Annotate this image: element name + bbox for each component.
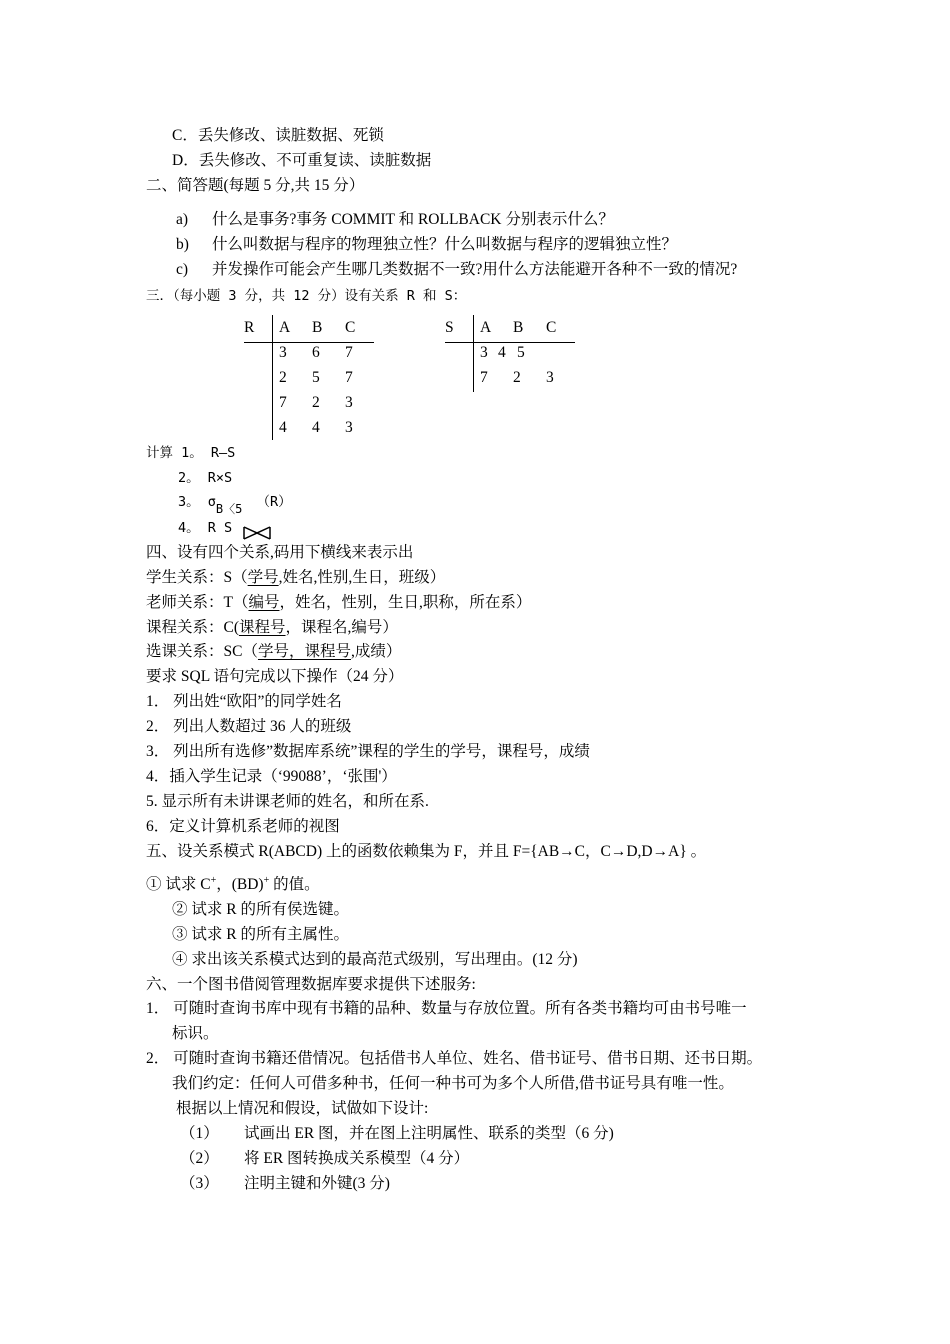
table-r-cell: 3 — [279, 344, 287, 361]
calc-4: 4。 R S — [178, 520, 233, 536]
table-r-horizontal-rule — [244, 342, 374, 343]
table-s-vertical-rule — [473, 315, 474, 392]
section2-item-b: 什么叫数据与程序的物理独立性？什么叫数据与程序的逻辑独立性？ — [212, 236, 678, 253]
table-r-name: R — [244, 319, 255, 336]
section6-task-3: 注明主键和外键(3 分) — [244, 1175, 390, 1192]
table-s-cell: 3 — [546, 369, 554, 386]
section6-item2: 2． 可随时查询书籍还借情况。包括借书人单位、姓名、借书证号、借书日期、还书日期。 — [146, 1050, 763, 1067]
section6-basis: 根据以上情况和假设，试做如下设计: — [176, 1100, 429, 1117]
relation-course — [146, 618, 398, 638]
sql-item-5: 5. 显示所有未讲课老师的姓名，和所在系. — [146, 793, 429, 810]
relation-student-key: 学号 — [247, 569, 279, 586]
relation-course-prefix: 课程关系：C( — [146, 619, 240, 636]
section6-item1-cont: 标识。 — [172, 1025, 219, 1042]
section6-task-2: 将 ER 图转换成关系模型（4 分） — [244, 1150, 470, 1167]
table-s-col-a: A — [480, 319, 492, 336]
section5-q2: ② 试求 R 的所有侯选键。 — [172, 901, 349, 918]
relation-teacher-key: 编号 — [248, 594, 280, 611]
table-r-cell: 5 — [312, 369, 320, 386]
section5-q1-a: ① 试求 C — [146, 876, 211, 893]
section2-item-c: 并发操作可能会产生哪几类数据不一致?用什么方法能避开各种不一致的情况? — [212, 261, 738, 278]
relation-sc-rest: ,成绩） — [350, 643, 402, 660]
relation-course-rest: ，课程名,编号） — [285, 619, 398, 636]
table-r-cell: 7 — [345, 369, 353, 386]
section5-q1-sup2: + — [263, 875, 270, 886]
sql-requirement: 要求 SQL 语句完成以下操作（24 分） — [146, 668, 404, 685]
sql-item-6: 6．定义计算机系老师的视图 — [146, 818, 340, 835]
table-r-cell: 7 — [279, 394, 287, 411]
relation-sc — [146, 642, 401, 662]
section6-task-2-marker: （2） — [180, 1150, 219, 1167]
section5-q1-c: 的值。 — [269, 876, 320, 893]
table-s-cell: 5 — [517, 344, 525, 361]
section6-item2-cont: 我们约定：任何人可借多种书，任何一种书可为多个人所借,借书证号具有唯一性。 — [172, 1075, 734, 1092]
table-r-cell: 3 — [345, 394, 353, 411]
section6-task-3-marker: （3） — [180, 1175, 219, 1192]
table-r-cell: 4 — [312, 419, 320, 436]
table-s-cell: 2 — [513, 369, 521, 386]
relation-student-rest: ,姓名,性别,生日，班级） — [278, 569, 446, 586]
table-s-cell: 7 — [480, 369, 488, 386]
relation-sc-key: 学号，课程号 — [257, 643, 351, 660]
section6-item1: 1． 可随时查询书库中现有书籍的品种、数量与存放位置。所有各类书籍均可由书号唯一 — [146, 1000, 747, 1017]
relation-teacher — [146, 593, 531, 613]
calc-2: 2。 R×S — [178, 470, 233, 486]
table-r-cell: 4 — [279, 419, 287, 436]
relation-course-key: 课程号 — [239, 619, 286, 636]
relation-student — [146, 568, 445, 588]
table-s-name: S — [445, 319, 454, 336]
option-c: C．丢失修改、读脏数据、死锁 — [172, 127, 384, 144]
section2-item-b-marker: b) — [176, 236, 189, 253]
section5-q1-b: ，(BD) — [216, 876, 264, 893]
sql-item-3: 3． 列出所有选修”数据库系统”课程的学生的学号，课程号，成绩 — [146, 743, 590, 760]
sql-item-4: 4．插入学生记录（‘99088’，‘张围'） — [146, 768, 397, 785]
table-r-cell: 2 — [312, 394, 320, 411]
section5-q1-sup1: + — [210, 875, 217, 886]
section5-q1 — [146, 875, 320, 897]
table-r-col-a: A — [279, 319, 291, 336]
natural-join-icon — [243, 526, 271, 540]
sql-item-1: 1． 列出姓“欧阳”的同学姓名 — [146, 693, 342, 710]
relation-sc-prefix: 选课关系：SC（ — [146, 643, 258, 660]
calc-3-condition: B〈5 — [215, 502, 243, 516]
relation-teacher-prefix: 老师关系：T（ — [146, 594, 249, 611]
section5-q4: ④ 求出该关系模式达到的最高范式级别，写出理由。(12 分) — [172, 951, 578, 968]
section5-q3: ③ 试求 R 的所有主属性。 — [172, 926, 349, 943]
table-r-cell: 6 — [312, 344, 320, 361]
section6-task-1-marker: （1） — [180, 1125, 219, 1142]
table-s-col-b: B — [513, 319, 524, 336]
relation-table-s — [445, 318, 577, 394]
table-r-cell: 7 — [345, 344, 353, 361]
table-s-horizontal-rule — [445, 342, 575, 343]
section5-heading: 五、设关系模式 R(ABCD) 上的函数依赖集为 F，并且 F={AB→C，C→D,D→A} 。 — [146, 843, 707, 860]
calc-1: 计算 1。 R—S — [146, 445, 236, 461]
sql-item-2: 2． 列出人数超过 36 人的班级 — [146, 718, 352, 735]
relation-student-prefix: 学生关系：S（ — [146, 569, 248, 586]
calc-3 — [178, 492, 292, 516]
table-r-cell: 3 — [345, 419, 353, 436]
section3-heading: 三．（每小题 3 分，共 12 分）设有关系 R 和 S： — [146, 288, 467, 304]
calc-3-label: 3。 σ — [178, 494, 216, 510]
option-d: D．丢失修改、不可重复读、读脏数据 — [172, 152, 432, 169]
relation-teacher-rest: ，姓名，性别，生日,职称，所在系） — [279, 594, 532, 611]
table-r-col-c: C — [345, 319, 356, 336]
calc-3-arg: （R） — [256, 494, 292, 510]
table-r-col-b: B — [312, 319, 323, 336]
section4-heading: 四、设有四个关系,码用下横线来表示出 — [146, 544, 414, 561]
section6-heading: 六、一个图书借阅管理数据库要求提供下述服务: — [146, 976, 476, 993]
section2-item-a-marker: a) — [176, 211, 189, 228]
table-s-col-c: C — [546, 319, 557, 336]
table-s-cell: 4 — [498, 344, 506, 361]
section2-item-c-marker: c) — [176, 261, 189, 278]
section6-task-1: 试画出 ER 图，并在图上注明属性、联系的类型（6 分) — [244, 1125, 614, 1142]
section2-heading: 二、简答题(每题 5 分,共 15 分） — [146, 177, 365, 194]
relation-table-r — [244, 318, 376, 442]
table-r-vertical-rule — [272, 315, 273, 440]
section2-item-a: 什么是事务?事务 COMMIT 和 ROLLBACK 分别表示什么？ — [212, 211, 614, 228]
table-s-cell: 3 — [480, 344, 488, 361]
table-r-cell: 2 — [279, 369, 287, 386]
